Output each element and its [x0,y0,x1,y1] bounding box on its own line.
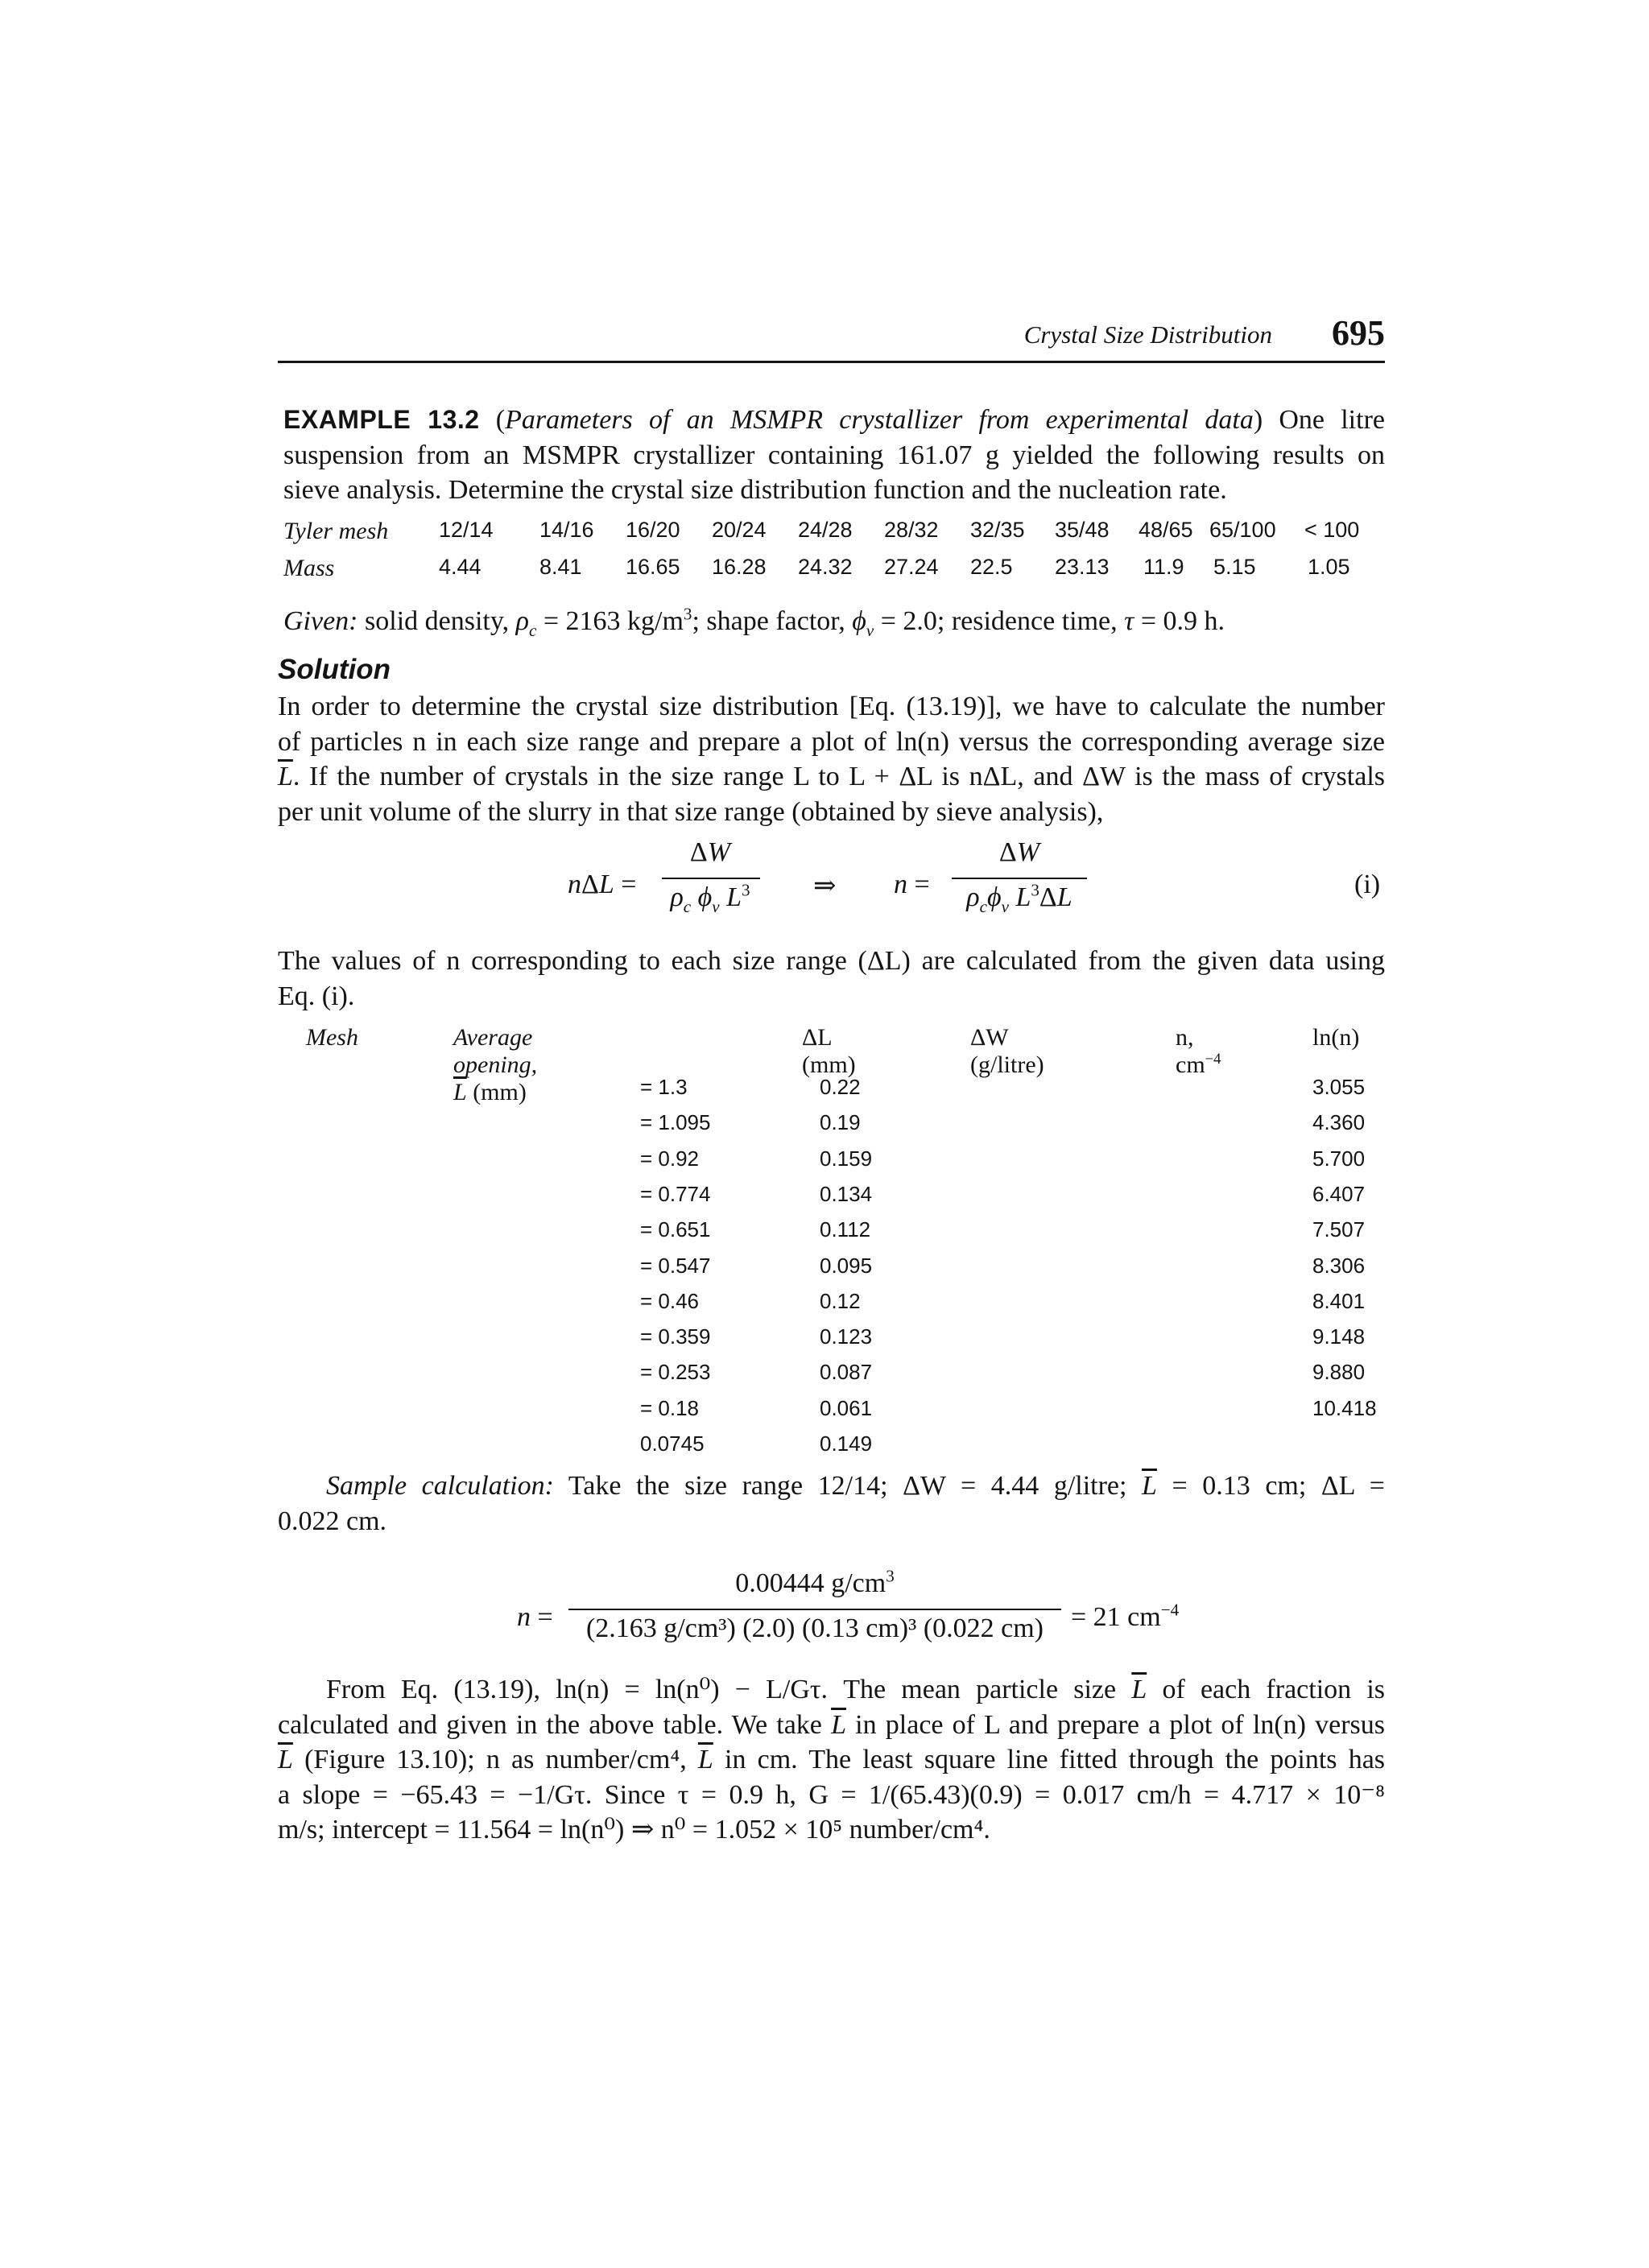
table-cell-ln: 8.306 [1312,1254,1366,1278]
header-n: n, $cm^{-4}$ [1176,1024,1221,1078]
running-title: Crystal Size Distribution [1023,320,1272,349]
example-title: Parameters of an MSMPR crystallizer from experimental data [505,405,1254,435]
table-cell-avg: = 0.253 [640,1360,711,1384]
header-ln-n: ln(n) [1312,1024,1360,1051]
example-statement: EXAMPLE 13.2 (Parameters of an MSMPR crystallizer from experimental data) One litre suspension from an MSMPR crystallizer containing 161.07 g yielded the following results on sieve analysis. Determine the crystal size distribution function and the nucleation rate. [283,405,1385,505]
sample-calculation: Sample calculation: Take the size range 12/14; ΔW = 4.44 g/litre; $\overline{L} = 0.13$ cm; ΔL = 0.022 cm. [278,1471,1385,1536]
table-cell-ln: 9.880 [1312,1360,1366,1384]
header-delta-w: ΔW (g/litre) [970,1024,1044,1078]
table-cell-dl: 0.159 [820,1146,873,1171]
running-head [278,313,1385,363]
table-cell-avg: = 1.095 [640,1110,711,1134]
table-cell-dl: 0.134 [820,1182,873,1206]
table-cell-dl: 0.22 [820,1075,861,1099]
table-cell-dl: 0.123 [820,1324,873,1349]
table-cell-ln: 10.418 [1312,1396,1377,1420]
example-label: EXAMPLE 13.2 [283,405,480,434]
equation-label: (i) [1354,870,1381,899]
table-cell-dl: 0.087 [820,1360,873,1384]
table-cell-dl: 0.112 [820,1217,871,1241]
table-cell-avg: = 0.774 [640,1182,711,1206]
header-delta-l: ΔL (mm) [802,1024,856,1078]
table-cell-avg: = 1.3 [640,1075,688,1099]
table-cell-dl: 0.061 [820,1396,873,1420]
table-cell-avg: = 0.359 [640,1324,711,1349]
table-cell-avg: 0.0745 [640,1431,705,1456]
table-cell-dl: 0.149 [820,1431,873,1456]
table-cell-dl: 0.12 [820,1289,861,1313]
table-cell-dl: 0.095 [820,1254,873,1278]
given-line: Given: solid density, $\rho_c = 2163$ $kg/m^3$; shape factor, $\phi_v = 2.0$; residence time, τ = 0.9 h. [283,604,1225,640]
table-cell-dl: 0.19 [820,1110,861,1134]
table-cell-ln: 7.507 [1312,1217,1366,1241]
header-average-opening: Average opening, $\overline{L}$ (mm) [453,1024,538,1105]
sieve-row-mesh: Tyler mesh 12/14 14/16 16/20 20/24 24/28 28/32 32/35 35/48 48/65 65/100 < 100 [283,518,1360,544]
table-cell-ln: 9.148 [1312,1324,1366,1349]
table-cell-avg: = 0.92 [640,1146,700,1171]
table-cell-avg: = 0.547 [640,1254,711,1278]
page-number: 695 [1332,313,1385,353]
table-cell-ln: 6.407 [1312,1182,1366,1206]
sieve-row-mass: Mass 4.44 8.41 16.65 16.28 24.32 27.24 22.5 23.13 11.9 5.15 1.05 [283,555,1350,581]
table-cell-ln: 3.055 [1312,1075,1366,1099]
table-cell-ln: 8.401 [1312,1289,1366,1313]
solution-heading: Solution [278,654,391,685]
sample-equation: n = 0.00444 $g/cm^3$ (2.163 g/cm³) (2.0) (0.13 cm)³ (0.022 cm) = 21 $cm^{-4}$ [517,1566,1180,1643]
solution-paragraph-2: The values of n corresponding to each size range (ΔL) are calculated from the given data using Eq. (i). [278,946,1385,1011]
table-cell-avg: = 0.18 [640,1396,700,1420]
table-cell-ln: 4.360 [1312,1110,1366,1134]
equation-i: nΔL = ΔW $\rho_c$ $\phi_v$ $L^3$ ⇒ n = ΔW $\rho_c\phi_v$ $L^3\Delta L$ (i) [568,837,1381,916]
table-cell-avg: = 0.46 [640,1289,700,1313]
header-mesh: Mesh [306,1024,358,1051]
solution-paragraph-1: In order to determine the crystal size distribution [Eq. (13.19)], we have to calculate the number of particles n in each size range and prepare a plot of ln(n) versus the corresponding average size $\overline{L}$. If the number of crystals in the size range L to L + ΔL is nΔL, and ΔW is the mass of crystals per unit volume of the slurry in that size range (obtained by sieve analysis), [278,692,1385,827]
table-cell-avg: = 0.651 [640,1217,711,1241]
final-paragraph: From Eq. (13.19), ln(n) = ln(n⁰) − L/Gτ. The mean particle size $\overline{L}$ of each fraction is calculated and given in the above table. We take $\overline{L}$ in place of L and prepare a plot of ln(n) versus $\overline{L}$ (Figure 13.10); n as number/cm⁴, $\overline{L}$ in cm. The least square line fitted through the points has a slope = −65.43 = −1/Gτ. Since τ = 0.9 h, G = 1/(65.43)(0.9) = 0.017 cm/h = 4.717 × 10⁻⁸ m/s; intercept = 11.564 = ln(n⁰) ⇒ n⁰ = 1.052 × 10⁵ number/cm⁴. [278,1675,1386,1845]
table-cell-ln: 5.700 [1312,1146,1366,1171]
